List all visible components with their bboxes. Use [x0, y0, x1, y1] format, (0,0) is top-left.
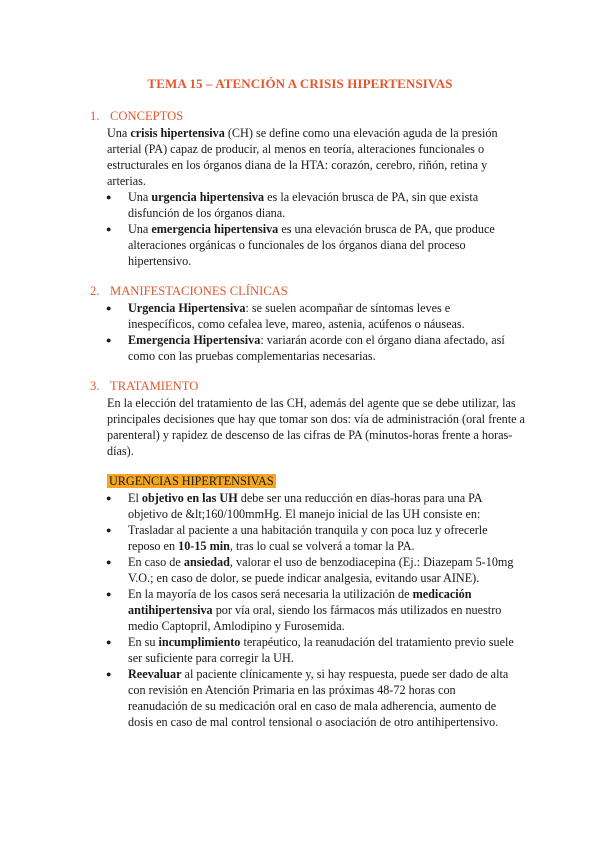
bold-text: Urgencia Hipertensiva: [128, 301, 246, 315]
bullet-list: [90, 300, 518, 364]
list-item: [106, 554, 518, 586]
section-heading: [90, 107, 530, 125]
bullet-icon: ●: [106, 335, 112, 345]
text-run: al paciente clínicamente y, si hay respuesta, puede ser dado de alta con revisión en Atención Primaria en las próximas 48-72 horas con reanudación de su medicación oral en caso de mala adherencia, aumento de dosis en caso de mal control tensional o asociación de otro antihipertensivo.: [128, 667, 509, 729]
text-run: , tras lo cual se volverá a tomar la PA.: [229, 539, 415, 553]
section-conceptos: [90, 107, 530, 269]
text-run: (CH) se define como una elevación aguda de la presión arterial (PA) capaz de producir, al menos en teoría, alteraciones funcionales o estructurales en los órganos diana de la HTA: corazón, cerebro, riñón, retina y arterias.: [107, 126, 498, 188]
list-item: [106, 586, 518, 634]
text-run: Una: [128, 190, 152, 204]
list-item: [106, 221, 510, 269]
text-run: Una: [107, 126, 131, 140]
text-run: En caso de: [128, 555, 184, 569]
text-run: , valorar el uso de benzodiacepina (Ej.: Diazepam 5-10mg V.O.; en caso de dolor, se puede indicar analgesia, evitando usar AINE).: [128, 555, 514, 585]
section-number: 2.: [90, 284, 100, 298]
section-intro: [90, 125, 527, 189]
section-manifestaciones: [90, 282, 530, 364]
bullet-icon: ●: [106, 192, 112, 202]
bullet-icon: ●: [106, 303, 112, 313]
list-item: [106, 490, 518, 522]
text-run: En su: [128, 635, 159, 649]
section-tratamiento: [90, 377, 530, 730]
bold-text: Emergencia Hipertensiva: [128, 333, 261, 347]
section-intro: [90, 395, 527, 459]
subheading-highlight: URGENCIAS HIPERTENSIVAS: [109, 474, 274, 488]
section-heading: [90, 282, 530, 300]
text-run: : se suelen acompañar de síntomas leves e inespecíficos, como cefalea leve, mareo, astenia, acúfenos o náuseas.: [128, 301, 465, 331]
text-run: El: [128, 491, 142, 505]
text-run: Trasladar al paciente a una habitación tranquila y con poca luz y ofrecerle reposo en: [128, 523, 488, 553]
section-number: 3.: [90, 379, 100, 393]
list-item: [106, 634, 518, 666]
bullet-icon: ●: [106, 525, 112, 535]
bullet-icon: ●: [106, 493, 112, 503]
text-run: : variarán acorde con el órgano diana afectado, así como con las pruebas complementarias necesarias.: [128, 333, 505, 363]
list-item: [106, 332, 518, 364]
section-title: MANIFESTACIONES CLÍNICAS: [110, 284, 288, 298]
bold-text: objetivo en las UH: [141, 491, 238, 505]
bold-text: 10-15 min: [178, 539, 230, 553]
text-run: terapéutico, la reanudación del tratamiento previo suele ser suficiente para corregir la UH.: [128, 635, 514, 665]
list-item: [106, 666, 518, 730]
list-item: [106, 522, 518, 554]
bold-text: urgencia hipertensiva: [151, 190, 265, 204]
bold-text: crisis hipertensiva: [130, 126, 225, 140]
text-run: es la elevación brusca de PA, sin que exista disfunción de los órganos diana.: [128, 190, 479, 220]
text-run: Una: [128, 222, 152, 236]
bold-text: ansiedad: [183, 555, 230, 569]
bullet-icon: ●: [106, 669, 112, 679]
bullet-list: [90, 490, 518, 730]
bullet-icon: ●: [106, 589, 112, 599]
bold-text: Reevaluar: [128, 667, 182, 681]
list-item: [106, 189, 510, 221]
bullet-icon: ●: [106, 637, 112, 647]
subheading-wrap: [90, 473, 530, 490]
text-run: por vía oral, siendo los fármacos más utilizados en nuestro medio Captopril, Amlodipino y Furosemida.: [128, 603, 502, 633]
text-run: En la mayoría de los casos será necesaria la utilización de: [128, 587, 413, 601]
bullet-icon: ●: [106, 224, 112, 234]
bold-text: emergencia hipertensiva: [151, 222, 279, 236]
bold-text: medicación antihipertensiva: [128, 587, 472, 617]
section-title: TRATAMIENTO: [110, 379, 199, 393]
bullet-icon: ●: [106, 557, 112, 567]
bold-text: incumplimiento: [158, 635, 241, 649]
section-title: CONCEPTOS: [110, 109, 184, 123]
text-run: es una elevación brusca de PA, que produce alteraciones orgánicas o funcionales de los órganos diana del proceso hipertensivo.: [128, 222, 495, 268]
bullet-list: [90, 189, 510, 269]
page-title: TEMA 15 – ATENCIÓN A CRISIS HIPERTENSIVAS: [147, 76, 453, 91]
text-run: debe ser una reducción en días-horas para una PA objetivo de &lt;160/100mmHg. El manejo inicial de las UH consiste en:: [128, 491, 482, 521]
text-run: En la elección del tratamiento de las CH, además del agente que se debe utilizar, las principales decisiones que hay que tomar son dos: vía de administración (oral frente a parenteral) y rapidez de descenso de las cifras de PA (minutos-horas frente a horas-días).: [107, 396, 525, 458]
section-heading: [90, 377, 530, 395]
section-number: 1.: [90, 109, 100, 123]
list-item: [106, 300, 518, 332]
